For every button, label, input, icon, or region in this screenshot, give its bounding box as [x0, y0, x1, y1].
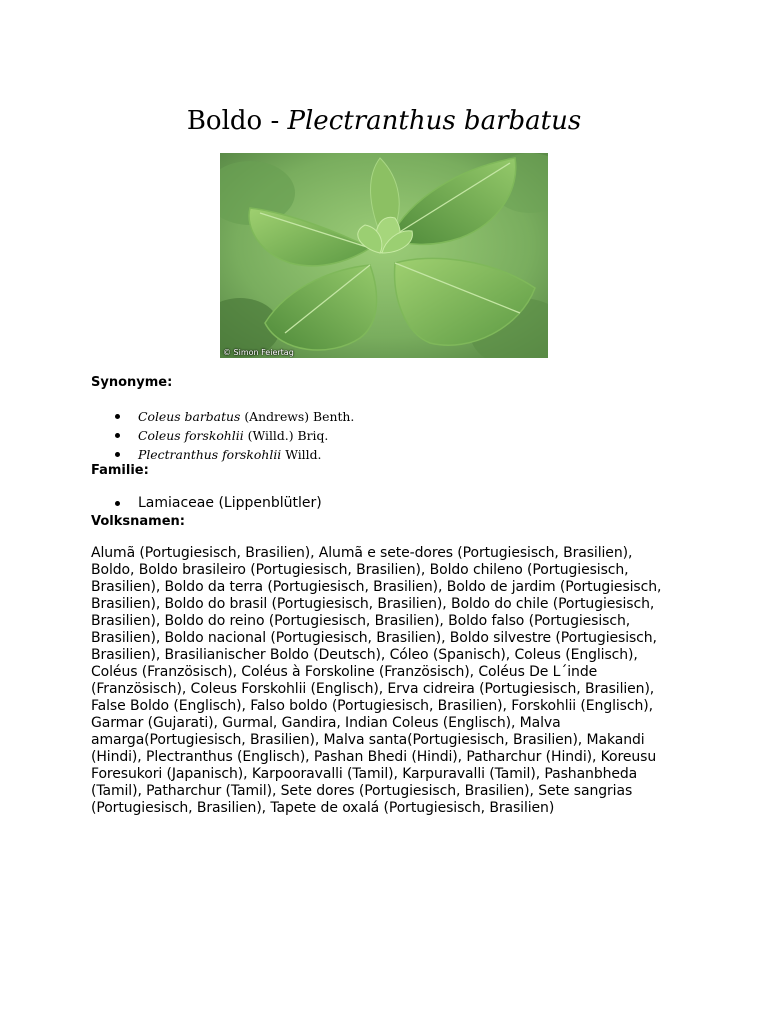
synonym-name: Coleus barbatus: [138, 409, 241, 424]
page-title: [0, 104, 768, 138]
leaf-image: [220, 153, 548, 358]
synonym-list: [112, 407, 354, 464]
list-item: [112, 426, 354, 445]
familie-heading: Familie:: [91, 463, 149, 478]
volksnamen-text: Alumã (Portugiesisch, Brasilien), Alumã e sete-dores (Portugiesisch, Brasilien), Boldo, Boldo brasileiro (Portugiesisch, Brasilien), Boldo chileno (Portugiesisch, Brasilien), Boldo da terra (Portugiesisch, Brasilien), Boldo de jardim (Portugiesisch, Brasilien), Boldo do brasil (Portugiesisch, Brasilien), Boldo do chile (Portugiesisch, Brasilien), Boldo do reino (Portugiesisch, Brasilien), Boldo falso (Portugiesisch, Brasilien), Boldo nacional (Portugiesisch, Brasilien), Boldo silvestre (Portugiesisch, Brasilien), Brasilianischer Boldo (Deutsch), Cóleo (Spanisch), Coleus (Englisch), Coléus (Französisch), Coléus à Forskoline (Französisch), Coléus De L´inde (Französisch), Coleus Forskohlii (Englisch), Erva cidreira (Portugiesisch, Brasilien), False Boldo (Englisch), Falso boldo (Portugiesisch, Brasilien), Forskohlii (Englisch), Garmar (Gujarati), Gurmal, Gandira, Indian Coleus (Englisch), Malva amarga(Portugiesisch, Brasilien), Malva santa(Portugiesisch, Brasilien), Makandi (Hindi), Plectranthus (Englisch), Pashan Bhedi (Hindi), Patharchur (Hindi), Koreusu Foresukori (Japanisch), Karpooravalli (Tamil), Karpuravalli (Tamil), Pashanbheda (Tamil), Patharchur (Tamil), Sete dores (Portugiesisch, Brasilien), Sete sangrias (Portugiesisch, Brasilien), Tapete de oxalá (Portugiesisch, Brasilien): [91, 545, 662, 816]
synonym-author: Willd.: [281, 447, 322, 462]
synonym-name: Plectranthus forskohlii: [138, 447, 282, 462]
list-item: [112, 407, 354, 426]
photo-credit: © Simon Feiertag: [223, 348, 294, 357]
title-common-name: Boldo -: [186, 106, 288, 136]
synonym-author: (Andrews) Benth.: [240, 409, 355, 424]
synonym-author: (Willd.) Briq.: [243, 428, 329, 443]
familie-list: [112, 494, 322, 513]
synonyme-heading: Synonyme:: [91, 375, 173, 390]
title-scientific-name: Plectranthus barbatus: [287, 106, 582, 136]
volksnamen-heading: Volksnamen:: [91, 514, 185, 529]
plant-photo: [220, 153, 548, 358]
synonym-name: Coleus forskohlii: [138, 428, 244, 443]
list-item: Lamiaceae (Lippenblütler): [112, 494, 322, 513]
